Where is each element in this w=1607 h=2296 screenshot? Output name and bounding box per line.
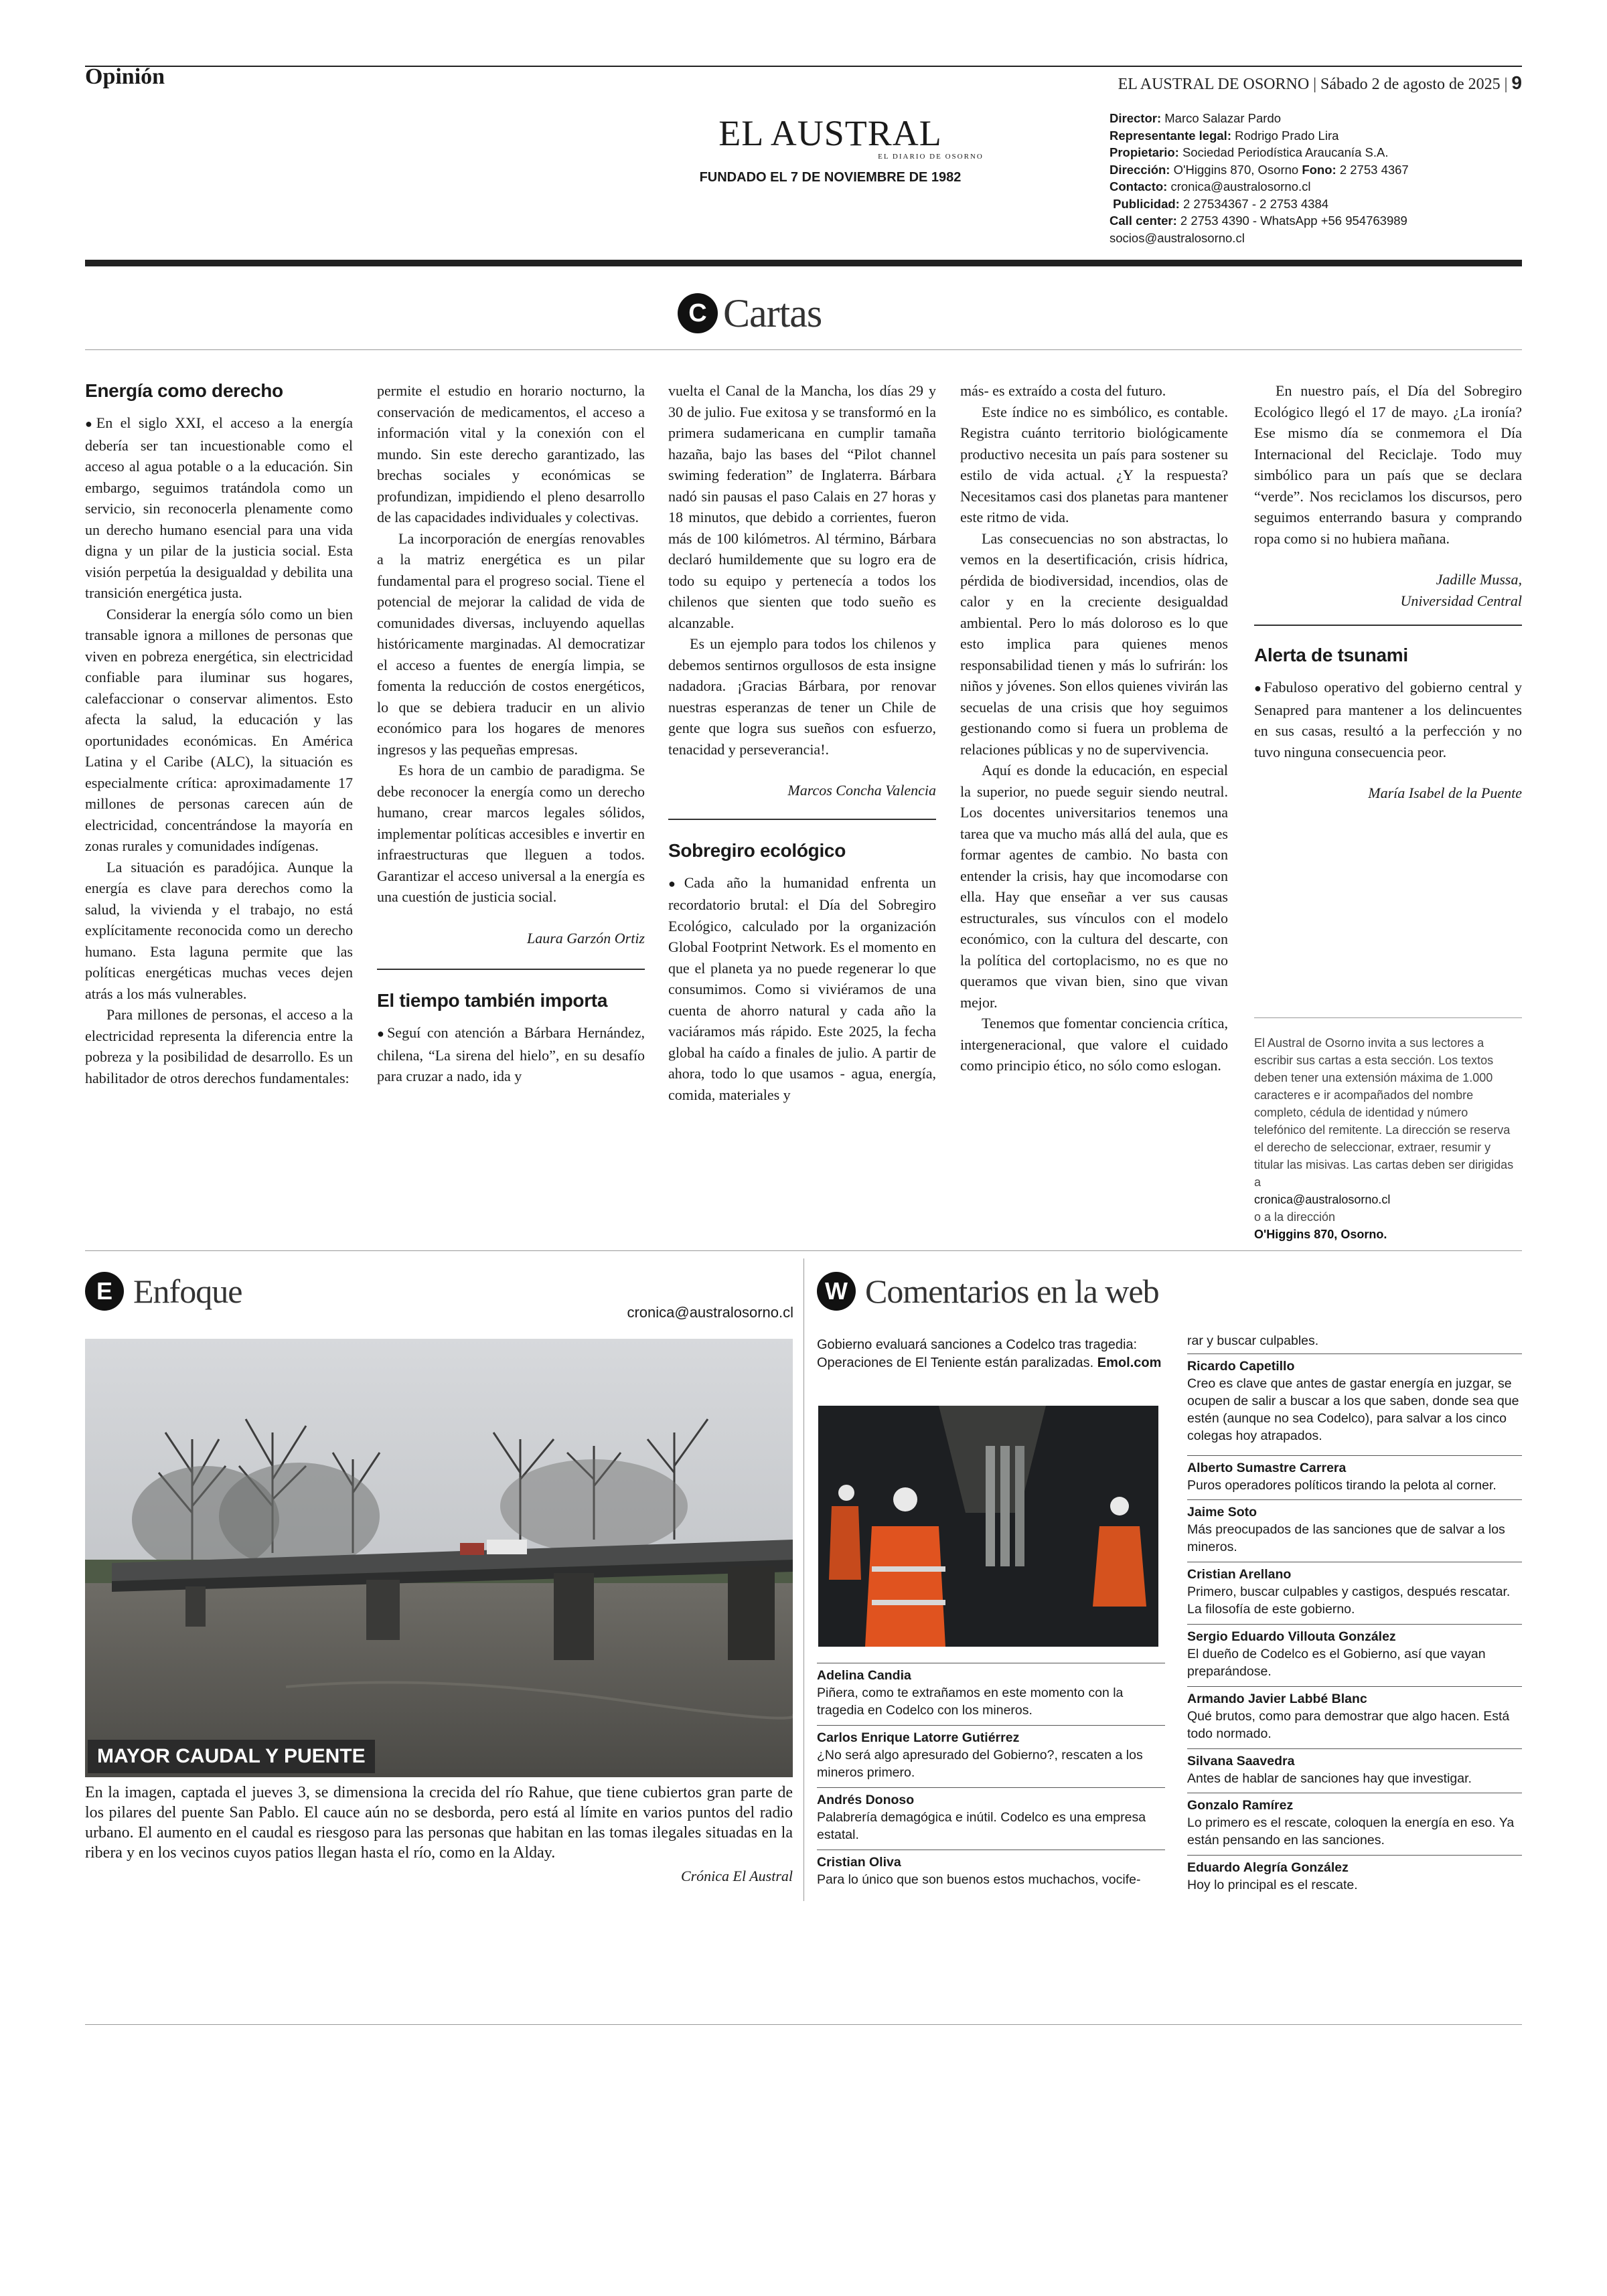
- letters-column-3: [668, 380, 936, 1105]
- comment-item: Carlos Enrique Latorre Gutiérrez ¿No será algo apresurado del Gobierno?, rescaten a los mineros primero.: [817, 1730, 1143, 1780]
- staff-line: Call center: 2 2753 4390 - WhatsApp +56 954763989: [1109, 214, 1407, 228]
- cartas-badge-icon: C: [678, 293, 718, 333]
- letter-paragraph: ●Seguí con atención a Bárbara Hernández, chilena, “La sirena del hielo”, en su desafío para cruzar a nado, ida y: [377, 1024, 645, 1084]
- letter-title: El tiempo también importa: [377, 990, 608, 1011]
- comment-item: Sergio Eduardo Villouta González El dueño de Codelco es el Gobierno, así que vayan preparándose.: [1187, 1629, 1486, 1679]
- enfoque-email: cronica@australosorno.cl: [627, 1304, 793, 1321]
- letter-paragraph: más- es extraído a costa del futuro.: [960, 382, 1166, 399]
- comment-item: Cristian Oliva Para lo único que son buenos estos muchachos, vocife-: [817, 1855, 1141, 1887]
- letters-column-2: [377, 380, 645, 1087]
- web-comments-title: Comentarios en la web: [865, 1273, 1159, 1310]
- letter-signature: Laura Garzón Ortiz: [526, 929, 645, 947]
- letter-signature: María Isabel de la Puente: [1368, 785, 1522, 801]
- masthead-subtitle: EL DIARIO DE OSORNO: [878, 153, 984, 161]
- staff-line: Contacto: cronica@australosorno.cl: [1109, 179, 1311, 193]
- letter-paragraph: Es hora de un cambio de paradigma. Se debe reconocer la energía como un derecho humano, crear marcos legales sólidos, implementar políticas accesibles e invertir en infraestructuras que lleguen a todos. Garantizar el acceso universal a la energía es una cuestión de justicia social.: [377, 762, 645, 905]
- letter-paragraph: Es un ejemplo para todos los chilenos y debemos sentirnos orgullosos de esta insigne nadadora. ¡Gracias Bárbara, por renovar nuestras esperanzas de tener un Chile de gente que logra sus sueños con esfuerzo, tenacidad y perseverancia!.: [668, 635, 936, 758]
- cartas-header: [678, 286, 822, 340]
- invite-email: cronica@australosorno.cl: [1254, 1193, 1391, 1206]
- letters-column-4: [960, 380, 1228, 1076]
- cartas-title: Cartas: [723, 291, 822, 335]
- section-name: Opinión: [85, 64, 165, 89]
- letter-title: Sobregiro ecológico: [668, 839, 846, 861]
- enfoque-header: [85, 1272, 242, 1311]
- letter-paragraph: Para millones de personas, el acceso a la electricidad representa la diferencia entre la pobreza y la posibilidad de desarrollo. Es un habilitador de otros derechos fundamentales:: [85, 1006, 353, 1086]
- comment-item: Silvana Saavedra Antes de hablar de sanciones hay que investigar.: [1187, 1754, 1472, 1786]
- founded-line: FUNDADO EL 7 DE NOVIEMBRE DE 1982: [699, 170, 962, 185]
- letter-paragraph: permite el estudio en horario nocturno, la conservación de medicamentos, el acceso a información vital y la conexión con el mundo. Sin este derecho garantizado, las brechas sociales y económicas se profundizan, impidiendo el pleno desarrollo de las capacidades individuales y colectivas.: [377, 382, 645, 525]
- letter-paragraph: En nuestro país, el Día del Sobregiro Ecológico llegó el 17 de mayo. ¿La ironía? Ese mismo día se conmemora el Día Internacional del Reciclaje. Todo muy simbólico para un país que se declara “verde”. Nos reciclamos los discursos, pero seguimos enterrando basura y comprando ropa como si no hubiera mañana.: [1254, 382, 1522, 547]
- letter-paragraph: ●En el siglo XXI, el acceso a la energía debería ser tan incuestionable como el acceso al agua potable o a la educación. Sin embargo, seguimos tratándola como un servicio, sin reconocerla plenamente como un derecho humano esencial para una vida digna y un pilar de la justicia social. Esta visión perpetúa la desigualdad y debilita una transición energética justa.: [85, 414, 353, 601]
- photo-tag: MAYOR CAUDAL Y PUENTE: [88, 1740, 375, 1773]
- staff-line: socios@australosorno.cl: [1109, 230, 1245, 245]
- masthead-title: EL AUSTRAL: [718, 113, 942, 153]
- letters-invitation: El Austral de Osorno invita a sus lectores a escribir sus cartas a esta sección. Los textos deben tener una extensión máxima de 1.000 caracteres e ir acompañados del nombre completo, cédula de identidad y número telefónico del remitente. La dirección se reserva el derecho de seleccionar, extraer, resumir y titular las misivas. Las cartas deben ser dirigidas a cronica@australosorno.cl o a la dirección O'Higgins 870, Osorno.: [1254, 1034, 1522, 1243]
- comment-item: Eduardo Alegría González Hoy lo principal es el rescate.: [1187, 1860, 1358, 1892]
- comment-item: Armando Javier Labbé Blanc Qué brutos, como para demostrar que algo hacen. Está todo normado.: [1187, 1692, 1510, 1741]
- comment-item: Ricardo Capetillo Creo es clave que antes de gastar energía en juzgar, se ocupen de salir a buscar a los que saben, donde sea que estén (aunque no sea Codelco), para salvar a los cinco colegas hoy atrapados.: [1187, 1359, 1519, 1443]
- letter-paragraph: ●Fabuloso operativo del gobierno central y Senapred para mantener a los delincuentes en sus casas, resultó a la perfección y no tuvo ninguna consecuencia peor.: [1254, 679, 1522, 760]
- comment-item: Adelina Candia Piñera, como te extrañamos en este momento con la tragedia en Codelco con los mineros.: [817, 1668, 1124, 1718]
- web-badge-icon: W: [817, 1272, 856, 1311]
- staff-line: Representante legal: Rodrigo Prado Lira: [1109, 128, 1339, 143]
- letter-title: Energía como derecho: [85, 380, 283, 401]
- letter-paragraph: Considerar la energía sólo como un bien transable ignora a millones de personas que viven en pobreza energética, sin electricidad confiable para iluminar sus hogares, calefaccionar o conservar alimentos. Esto afecta la salud, la educación y las oportunidades económicas. En América Latina y el Caribe (ALC), la situación es especialmente crítica: aproximadamente 17 millones de personas carecen aún de electricidad, concentrándose la mayoría en zonas rurales y comunidades indígenas.: [85, 605, 353, 854]
- letter-paragraph: La situación es paradójica. Aunque la energía es clave para derechos como la salud, la vivienda y el trabajo, no está explícitamente reconocida como un derecho humano. Esta laguna permite que las políticas energéticas muchas veces dejen atrás a los más vulnerables.: [85, 858, 353, 1002]
- enfoque-title: Enfoque: [133, 1273, 242, 1310]
- letter-paragraph: ●Cada año la humanidad enfrenta un recordatorio brutal: el Día del Sobregiro Ecológico, calculado por la organización Global Footprint Network. Es el momento en que el planeta ya no puede regenerar lo que consumimos. Como si viviéramos de una cuenta de ahorro natural y cada año la vaciáramos más rápido. Este 2025, la fecha global ha caído a finales de julio. A partir de ahora, todo lo que usamos - agua, energía, comida, materiales y: [668, 874, 936, 1103]
- letter-paragraph: Tenemos que fomentar conciencia crítica, intergeneracional, que valore el cuidado como principio ético, no sólo como eslogan.: [960, 1015, 1228, 1074]
- letter-paragraph: La incorporación de energías renovables a la matriz energética es un pilar fundamental para el progreso social. Tiene el potencial de mejorar la calidad de vida de comunidades diversas, incluyendo aquellas históricamente marginadas. Al democratizar el acceso a fuentes de energía limpia, se fomenta la reducción de costos energéticos, lo que se debiera traducir en un alivio económico para los hogares de menores ingresos y las pequeñas empresas.: [377, 529, 645, 758]
- paper-dateline: EL AUSTRAL DE OSORNO | Sábado 2 de agosto de 2025 | 9: [1118, 72, 1522, 93]
- web-intro: Gobierno evaluará sanciones a Codelco tras tragedia: Operaciones de El Teniente están paralizadas. Emol.com: [817, 1337, 1162, 1370]
- comment-item: Alberto Sumastre Carrera Puros operadores políticos tirando la pelota al corner.: [1187, 1461, 1497, 1493]
- masthead: [596, 115, 1065, 185]
- staff-line: Director: Marco Salazar Pardo: [1109, 111, 1282, 125]
- comment-item: Jaime Soto Más preocupados de las sanciones que de salvar a los mineros.: [1187, 1505, 1505, 1554]
- page-number: 9: [1511, 72, 1522, 93]
- letter-paragraph: Aquí es donde la educación, en especial la superior, no puede seguir siendo neutral. Los docentes universitarios tenemos una tarea que va mucho más allá del aula, que es formar agentes de cambio. No basta con entender la crisis, hay que incomodarse con ella. Hay que enseñar a ver sus causas estructurales, sus vínculos con el modelo económico, con la cultura del descarte, con la política del cortoplacismo, no es que no queramos que vivan bien, sino que vivan mejor.: [960, 762, 1228, 1011]
- enfoque-badge-icon: E: [85, 1272, 124, 1311]
- letters-column-1: [85, 380, 353, 1088]
- staff-line: Dirección: O'Higgins 870, Osorno Fono: 2 2753 4367: [1109, 162, 1409, 177]
- photo-credit: Crónica El Austral: [680, 1868, 793, 1884]
- letter-paragraph: vuelta el Canal de la Mancha, los días 29 y 30 de julio. Fue exitosa y se transformó en la primera sudamericana en cumplir tamaña hazaña, bajo las bases del “Pilot channel swiming federation” de Inglaterra. Bárbara nadó sin pausas el paso Calais en 27 horas y 18 minutos, que debido a corrientes, fueron más de 100 kilómetros. Al término, Bárbara declaró humildemente que su logro era de todo su equipo y pertenecía a todos los chilenos que sienten que todo sueño es alcanzable.: [668, 382, 936, 631]
- river-bridge-photo: [85, 1339, 793, 1777]
- comment-item: Cristian Arellano Primero, buscar culpables y castigos, después rescatar. La filosofía de este gobierno.: [1187, 1567, 1511, 1617]
- letter-paragraph: Este índice no es simbólico, es contable. Registra cuánto territorio biológicamente productivo necesita un país para sostener su estilo de vida actual. ¿Y la respuesta? Necesitamos casi dos planetas para mantener este ritmo de vida.: [960, 403, 1228, 525]
- letters-column-5: [1254, 380, 1522, 804]
- invite-address: O'Higgins 870, Osorno.: [1254, 1228, 1387, 1241]
- letter-signature: Marcos Concha Valencia: [787, 782, 936, 799]
- staff-line: Publicidad: 2 27534367 - 2 2753 4384: [1113, 196, 1329, 211]
- photo-caption: En la imagen, captada el jueves 3, se dimensiona la crecida del río Rahue, que tiene cubiertos gran parte de los pilares del puente San Pablo. El cauce aún no se desborda, pero está al límite en varios puntos del radio urbano. El aumento en el caudal es riesgoso para las personas que habitan en las tomas ilegales situadas en la ribera y en los vecinos cuyos patios llegan hasta el río, como en la Alday.: [85, 1784, 793, 1862]
- comment-item: Andrés Donoso Palabrería demagógica e inútil. Codelco es una empresa estatal.: [817, 1793, 1146, 1842]
- letter-title: Alerta de tsunami: [1254, 645, 1408, 665]
- letter-signature: Jadille Mussa, Universidad Central: [1400, 571, 1522, 609]
- comment-item: Gonzalo Ramírez Lo primero es el rescate, coloquen la energía en eso. Ya están pensando en las sanciones.: [1187, 1798, 1515, 1848]
- staff-line: Propietario: Sociedad Periodística Araucanía S.A.: [1109, 145, 1389, 159]
- web-comments-header: [817, 1272, 1159, 1311]
- letter-paragraph: Las consecuencias no son abstractas, lo vemos en la desertificación, crisis hídrica, pérdida de biodiversidad, incendios, olas de calor y en la creciente desigualdad ambiental. Pero lo más doloroso es lo que esto implica para quienes menos responsabilidad tienen y más lo sufrirán: los niños y jóvenes. Son ellos quienes vivirán las secuelas de una crisis que hoy seguimos gestionando como si fuera un problema de relaciones públicas y no de supervivencia.: [960, 529, 1228, 758]
- miners-photo: [818, 1406, 1158, 1647]
- staff-box: [1109, 110, 1431, 246]
- comment-continuation: rar y buscar culpables.: [1187, 1333, 1319, 1348]
- section-bar: [85, 260, 1522, 266]
